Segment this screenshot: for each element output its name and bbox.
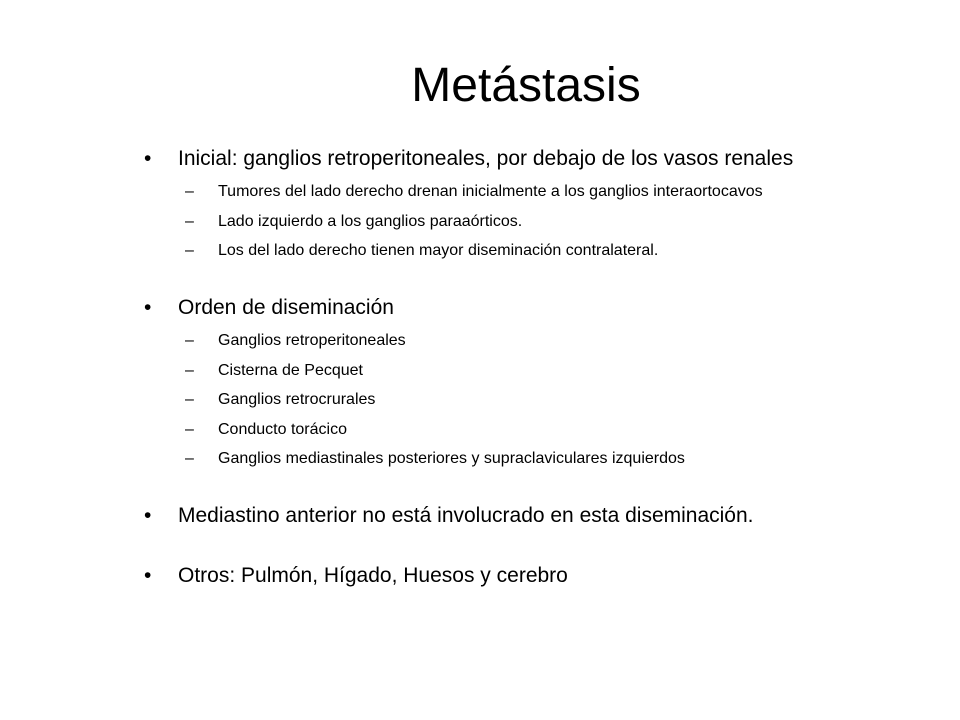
sub-bullet-text: Tumores del lado derecho drenan inicialmente a los ganglios interaortocavos: [218, 183, 763, 201]
bullet-text: Orden de diseminación: [178, 295, 394, 319]
bullet-item: [140, 563, 920, 589]
bullet-text: Mediastino anterior no está involucrado en esta diseminación.: [178, 503, 754, 527]
dash-icon: –: [185, 183, 194, 201]
dash-icon: –: [185, 212, 194, 230]
bullet-group-mediastinum: [140, 503, 920, 529]
slide-body: [140, 146, 920, 623]
sub-bullet-item: [140, 182, 920, 202]
sub-bullet-text: Ganglios retrocrurales: [218, 391, 376, 409]
sub-bullet-text: Los del lado derecho tienen mayor diseminación contralateral.: [218, 242, 659, 260]
dash-icon: –: [185, 242, 194, 260]
dash-icon: –: [185, 450, 194, 468]
dash-icon: –: [185, 420, 194, 438]
sub-bullet-item: [140, 212, 920, 232]
bullet-group-others: [140, 563, 920, 589]
bullet-item: [140, 295, 920, 321]
bullet-icon: •: [144, 295, 152, 319]
sub-bullet-text: Ganglios retroperitoneales: [218, 332, 406, 350]
sub-bullet-item: [140, 420, 920, 440]
sub-bullet-text: Lado izquierdo a los ganglios paraaórticos.: [218, 212, 523, 230]
sub-bullet-item: [140, 449, 920, 469]
sub-bullet-text: Conducto torácico: [218, 420, 347, 438]
bullet-item: [140, 146, 920, 172]
dash-icon: –: [185, 391, 194, 409]
sub-bullet-item: [140, 390, 920, 410]
bullet-group-order: [140, 295, 920, 469]
sub-bullet-item: [140, 331, 920, 351]
dash-icon: –: [185, 332, 194, 350]
sub-bullet-text: Ganglios mediastinales posteriores y supraclaviculares izquierdos: [218, 450, 685, 468]
bullet-item: [140, 503, 920, 529]
bullet-group-initial: [140, 146, 920, 261]
bullet-icon: •: [144, 147, 152, 170]
bullet-text: Otros: Pulmón, Hígado, Huesos y cerebro: [178, 563, 568, 587]
sub-bullet-item: [140, 361, 920, 381]
slide-title: Metástasis: [411, 59, 641, 112]
sub-bullet-item: [140, 241, 920, 261]
bullet-icon: •: [144, 563, 152, 587]
dash-icon: –: [185, 361, 194, 379]
bullet-text: Inicial: ganglios retroperitoneales, por debajo de los vasos renales: [178, 147, 794, 170]
bullet-icon: •: [144, 503, 152, 527]
sub-bullet-text: Cisterna de Pecquet: [218, 361, 363, 379]
